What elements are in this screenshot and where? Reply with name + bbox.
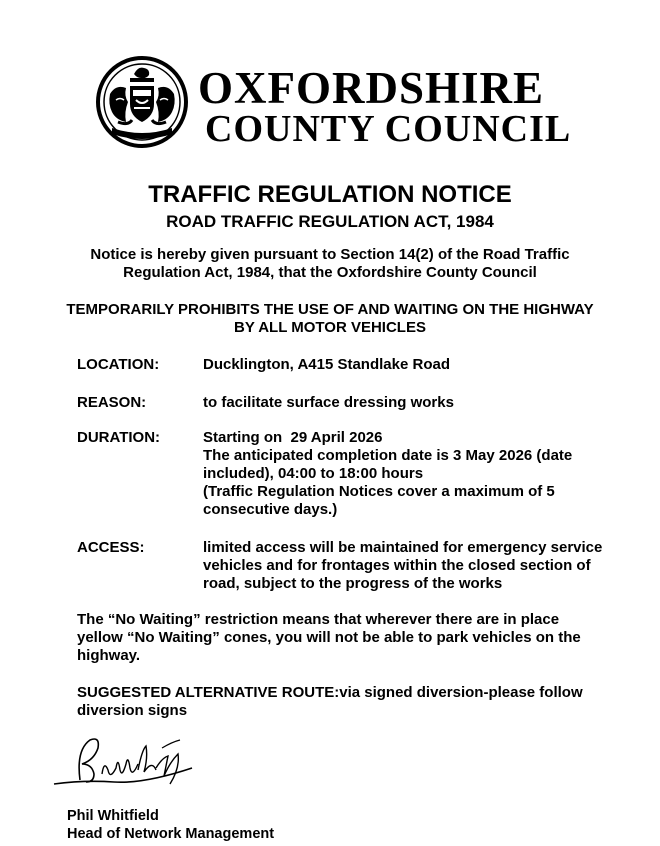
duration-line-4: (Traffic Regulation Notices cover a maximum of 5 [203,483,555,500]
logo-wordmark-line1: OXFORDSHIRE [198,63,545,113]
access-line-1: limited access will be maintained for emergency service [203,539,603,556]
reason-value: to facilitate surface dressing works [203,394,454,411]
access-line-3: road, subject to the progress of the works [203,575,503,592]
notice-title: TRAFFIC REGULATION NOTICE [148,181,512,208]
route-line-2: diversion signs [77,702,188,719]
no-waiting-line-3: highway. [77,647,141,664]
duration-value [203,429,633,519]
notice-subtitle: ROAD TRAFFIC REGULATION ACT, 1984 [166,212,494,231]
reason-label: REASON: [77,394,147,411]
no-waiting-line-2: yellow “No Waiting” cones, you will not be able to park vehicles on the [77,629,581,646]
access-label: ACCESS: [77,539,145,556]
access-line-2: vehicles and for frontages within the closed section of [203,557,591,574]
duration-label: DURATION: [77,429,161,446]
alternative-route [77,684,637,720]
prohibit-line-2: BY ALL MOTOR VEHICLES [234,319,426,336]
signature-image [52,734,194,796]
no-waiting-paragraph [77,611,637,665]
location-label: LOCATION: [77,356,160,373]
prohibition-text [20,301,640,337]
intro-text [50,246,610,282]
intro-line-2: Regulation Act, 1984, that the Oxfordshire County Council [123,264,537,281]
duration-line-1: Starting on 29 April 2026 [203,429,383,446]
logo-wordmark-line2: COUNTY COUNCIL [205,108,572,150]
route-line-1: SUGGESTED ALTERNATIVE ROUTE:via signed diversion-please follow [77,684,583,701]
duration-line-2: The anticipated completion date is 3 May 2026 (date [203,447,573,464]
council-crest-icon [96,56,188,148]
location-value: Ducklington, A415 Standlake Road [203,356,450,373]
prohibit-line-1: TEMPORARILY PROHIBITS THE USE OF AND WAITING ON THE HIGHWAY [66,301,594,318]
duration-line-5: consecutive days.) [203,501,338,518]
access-value [203,539,633,593]
intro-line-1: Notice is hereby given pursuant to Section 14(2) of the Road Traffic [90,246,570,263]
signatory-name: Phil Whitfield [67,808,159,824]
no-waiting-line-1: The “No Waiting” restriction means that wherever there are in place [77,611,560,628]
signatory-role: Head of Network Management [67,826,275,842]
duration-line-3: included), 04:00 to 18:00 hours [203,465,424,482]
